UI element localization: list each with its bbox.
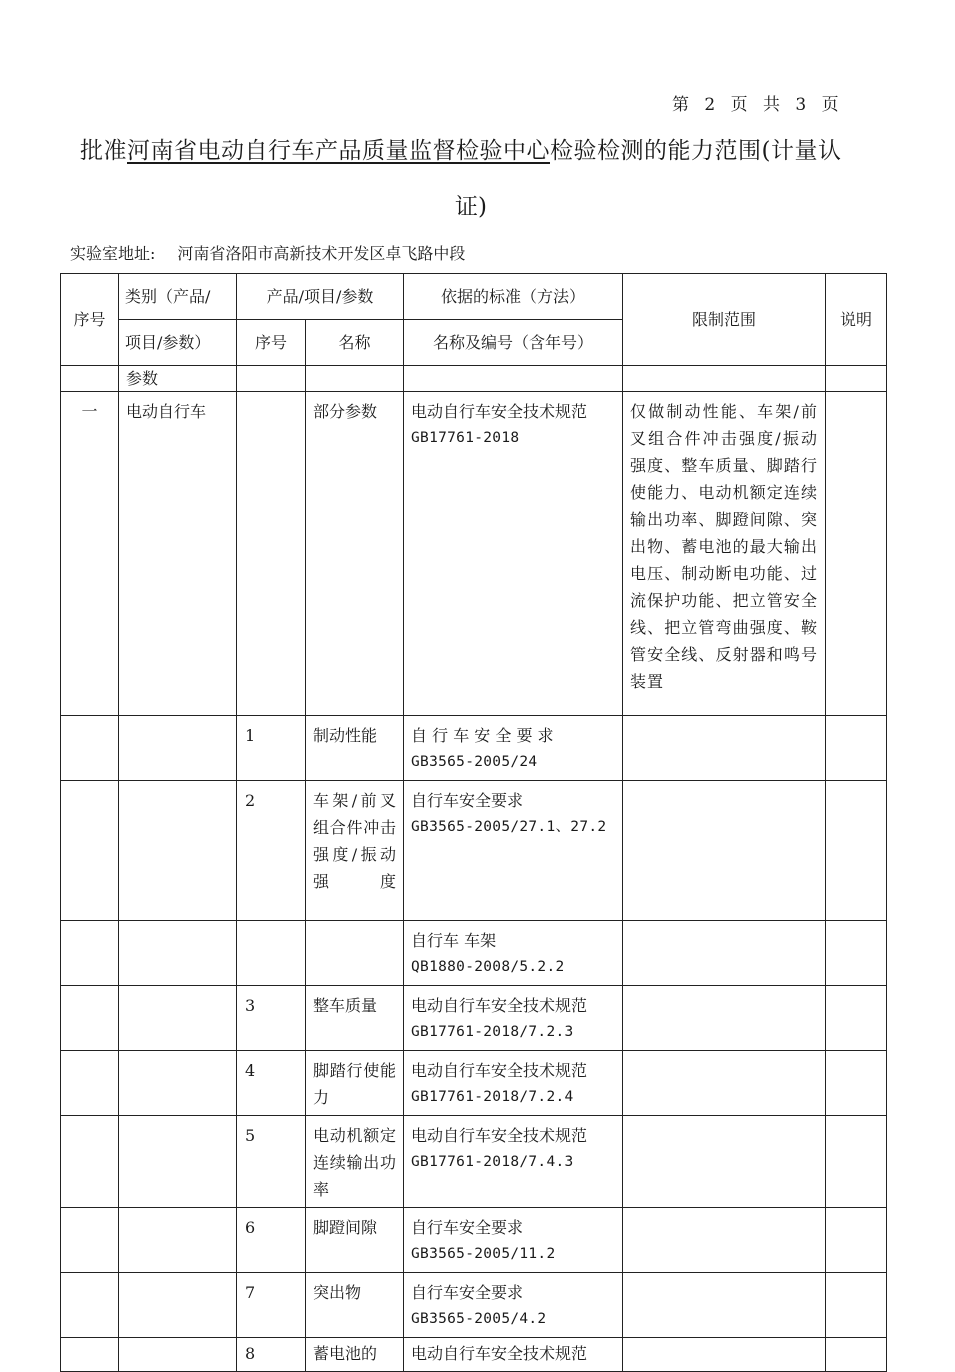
row-standard-code: GB17761-2018/7.2.3: [411, 1024, 574, 1040]
row-name: 脚踏行使能力: [306, 1051, 404, 1116]
row-standard: [404, 1116, 623, 1208]
row-name: 制动性能: [306, 716, 404, 781]
row-name: 脚蹬间隙: [306, 1208, 404, 1273]
row-num: 8: [237, 1338, 306, 1372]
row-num: 1: [237, 716, 306, 781]
row-standard-code: GB17761-2018/7.4.3: [411, 1154, 574, 1170]
title-organization: 河南省电动自行车产品质量监督检验中心: [127, 138, 550, 164]
row-standard: [404, 1338, 623, 1372]
row-standard: [404, 986, 623, 1051]
header-seq: 序号: [61, 274, 119, 366]
row-num: 4: [237, 1051, 306, 1116]
row-num: 5: [237, 1116, 306, 1208]
lab-address: [70, 241, 465, 264]
header-sub-seq: 序号: [237, 320, 306, 366]
main-standard: [404, 392, 623, 716]
table-row: [61, 921, 887, 986]
main-standard-name: 电动自行车安全技术规范: [411, 402, 588, 421]
row-standard: [404, 716, 623, 781]
header-category-line2: 项目/参数）: [119, 320, 237, 366]
title-line2: 证): [455, 194, 487, 220]
main-seq: 一: [61, 392, 119, 716]
table-row: [61, 716, 887, 781]
table-row: [61, 986, 887, 1051]
document-title: [80, 132, 880, 165]
table-row: [61, 1273, 887, 1338]
table-row: [61, 781, 887, 921]
header-product-group: 产品/项目/参数: [237, 274, 404, 320]
row-standard-name: 电动自行车安全技术规范: [411, 996, 588, 1015]
row-standard-name: 自行车安全要求: [411, 791, 524, 810]
page-indicator: 第 2 页 共 3 页: [672, 95, 844, 115]
title-suffix: 检验检测的能力范围(计量认: [550, 138, 842, 164]
header-name: 名称: [306, 320, 404, 366]
row-standard-code: GB3565-2005/24: [411, 754, 538, 770]
table-row: [61, 1116, 887, 1208]
row-standard-code: GB3565-2005/11.2: [411, 1246, 556, 1262]
row-standard-code: QB1880-2008/5.2.2: [411, 959, 565, 975]
header-row-3: [61, 366, 887, 392]
row-standard-name: 自行车安全要求: [411, 1283, 524, 1302]
address-value: 河南省洛阳市高新技术开发区卓飞路中段: [177, 244, 466, 263]
row-num: [237, 921, 306, 986]
capability-table: [60, 273, 887, 1372]
row-standard-code: GB3565-2005/4.2: [411, 1311, 547, 1327]
row-standard: [404, 1051, 623, 1116]
row-name: [306, 921, 404, 986]
row-name: 突出物: [306, 1273, 404, 1338]
row-standard-name: 电动自行车安全技术规范: [411, 1344, 588, 1363]
table-row: [61, 1051, 887, 1116]
row-num: 6: [237, 1208, 306, 1273]
row-name: 整车质量: [306, 986, 404, 1051]
row-standard-name: 自行车安全要求: [411, 1218, 524, 1237]
row-num: 3: [237, 986, 306, 1051]
row-standard: [404, 1208, 623, 1273]
row-name: 电动机额定连续输出功率: [306, 1116, 404, 1208]
header-category-line1: 类别（产品/: [119, 274, 237, 320]
header-standard-line2: 名称及编号（含年号）: [404, 320, 623, 366]
main-standard-code: GB17761-2018: [411, 430, 520, 446]
row-standard: [404, 781, 623, 921]
header-note: 说明: [826, 274, 887, 366]
row-name: 蓄电池的: [306, 1338, 404, 1372]
main-row: [61, 392, 887, 716]
row-num: 2: [237, 781, 306, 921]
row-standard-name: 自行车 车架: [411, 931, 497, 950]
row-standard-name: 电动自行车安全技术规范: [411, 1126, 588, 1145]
header-standard-line1: 依据的标准（方法）: [404, 274, 623, 320]
main-name: 部分参数: [306, 392, 404, 716]
row-name: 车架/前叉组合件冲击强度/振动强度: [306, 781, 404, 921]
header-category-line3: 参数: [119, 366, 237, 392]
row-standard-name: 电动自行车安全技术规范: [411, 1061, 588, 1080]
header-row-1: [61, 274, 887, 320]
table-row: [61, 1338, 887, 1372]
title-prefix: 批准: [80, 138, 127, 164]
address-label: 实验室地址:: [70, 244, 156, 263]
row-standard-code: GB17761-2018/7.2.4: [411, 1089, 574, 1105]
header-limit: 限制范围: [623, 274, 826, 366]
main-category: 电动自行车: [119, 392, 237, 716]
row-standard: [404, 921, 623, 986]
row-standard-code: GB3565-2005/27.1、27.2: [411, 819, 607, 835]
table-row: [61, 1208, 887, 1273]
main-limit: 仅做制动性能、车架/前叉组合件冲击强度/振动强度、整车质量、脚踏行使能力、电动机额定连续输出功率、脚蹬间隙、突出物、蓄电池的最大输出电压、制动断电功能、过流保护功能、把立管安全线、把立管弯曲强度、鞍管安全线、反射器和鸣号装置: [623, 392, 826, 716]
row-standard-name: 自 行 车 安 全 要 求: [411, 726, 554, 745]
row-num: 7: [237, 1273, 306, 1338]
row-standard: [404, 1273, 623, 1338]
